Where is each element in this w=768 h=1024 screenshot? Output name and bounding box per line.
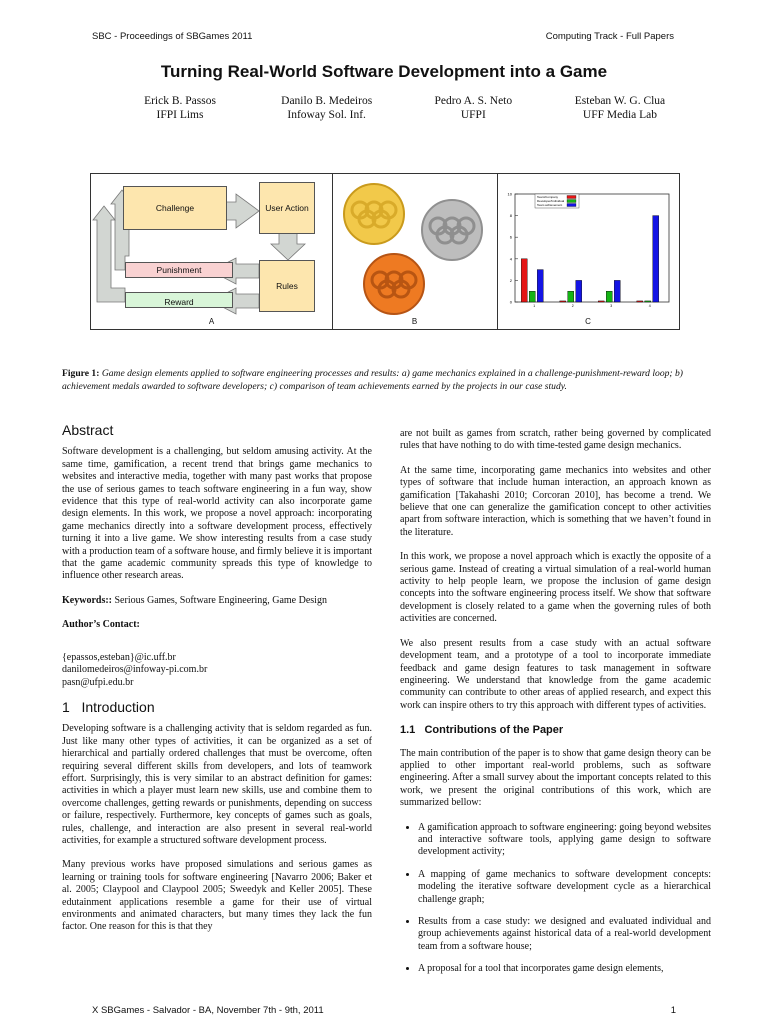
list-item: • A proposal for a tool that incorporates game design elements, xyxy=(418,963,711,975)
figure-panel-a xyxy=(91,174,333,329)
contact-line: danilomedeiros@infoway-pi.com.br xyxy=(62,664,208,676)
author-name: Pedro A. S. Neto xyxy=(434,95,513,107)
intro-paragraph-1: Developing software is a challenging activity that is seldom regarded as fun. Just like many other types of activities, it can be organized as a set of hierarchical and partially ordered challenges that must be overcome, often requiring several different skills from developers, and lots of teamwork effort. Surprisingly, this is very similar to an abstract definition for games: activities in which a player must learn new skills, use and combine them to overcome challenges, getting rewards or punishments, depending on success or failure, respectively. Furthermore, key concepts of games such as goals, rules, challenge, and interaction are also present in several real-world activities, for example a structured software development process. xyxy=(62,723,372,846)
keywords-text: Serious Games, Software Engineering, Game Design xyxy=(114,594,327,606)
right-paragraph-3: In this work, we propose a novel approach which is exactly the opposite of a serious game. Instead of creating a virtual simulation of a real-world human activity to help people learn, we propose the inclusion of game design concepts into the software engineering process itself. We show that software development is closely related to a game when the governing rules of both activities are concerned. xyxy=(400,551,711,625)
x-tick-label: 1 xyxy=(533,304,536,308)
right-paragraph-1: are not built as games from scratch, rather being governed by complicated rules that have nothing to do with time-tested game design mechanics. xyxy=(400,428,711,452)
bar xyxy=(645,301,651,302)
legend-label: Team achievement xyxy=(537,203,563,207)
paper-title: Turning Real-World Software Development into a Game xyxy=(160,62,608,81)
x-tick-label: 2 xyxy=(571,304,574,308)
silver-medal xyxy=(422,200,482,260)
caption-text: Game design elements applied to software engineering processes and results: a) game mechanics explained in a challenge-punishment-reward loop; b) achievement medals awarded to software developers; c) comparison of team achievements earned by the projects in our case study. xyxy=(62,368,684,392)
bar xyxy=(537,270,543,302)
contact-line: pasn@ufpi.edu.br xyxy=(62,676,134,688)
bar xyxy=(614,280,620,302)
running-header-left: SBC - Proceedings of SBGames 2011 xyxy=(92,31,253,42)
y-tick-label: 2 xyxy=(509,277,512,283)
author-affiliation: Infoway Sol. Inf. xyxy=(287,109,366,121)
author-4 xyxy=(550,94,690,122)
panel-b-label: B xyxy=(411,317,418,326)
author-3 xyxy=(403,94,543,122)
contributions-paragraph: The main contribution of the paper is to show that game design theory can be applied to other important real-world problems, such as software engineering. After a small survey about the important concepts related to this work, we present the original contributions of this work, which are summarized bellow: xyxy=(400,747,711,809)
right-column xyxy=(400,428,711,986)
y-tick-label: 8 xyxy=(509,213,512,219)
bar xyxy=(529,291,535,302)
contributions-heading: 1.1 Contributions of the Paper xyxy=(400,724,564,737)
bronze-medal xyxy=(364,254,424,314)
author-1 xyxy=(110,94,250,122)
x-tick-label: 4 xyxy=(648,304,651,308)
legend-label: Team/Company xyxy=(537,195,559,199)
list-item: • A mapping of game mechanics to software development concepts: modeling the iterative software development cycle as a hierarchical challenge graph; xyxy=(418,869,711,906)
legend-swatch xyxy=(567,204,576,207)
figure-panel-c xyxy=(497,174,679,329)
right-paragraph-2: At the same time, incorporating game mechanics into websites and other types of software that include human interaction, an approach known as gamification [Takahashi 2010; Corcoran 2010], has become a trend. We believe that one can generalize the gamification concept to other activities apart from software interaction, which is something that we haven’t found in the literature. xyxy=(400,464,711,538)
contact-block xyxy=(62,652,372,689)
author-2 xyxy=(257,94,397,122)
medals-illustration xyxy=(332,174,497,329)
figure-1 xyxy=(90,173,680,330)
abstract-text: Software development is a challenging, but seldom amusing activity. At the same time, gamification, a recent trend that brings game mechanics to websites and interactive media, together with many past works that propose the use of serious games to teach software engineering in a fun way, show evidence that this type of real-world activity can also incorporate game design elements. In this work, we propose a novel approach: incorporating game mechanics directly into a software development process, effectively turning it into a live game. We show interesting results from a case study with a production team of a software house, and firmly believe it is important that the game academic community spreads this type of knowledge to influence other research areas. xyxy=(62,446,372,582)
bar xyxy=(521,259,527,302)
author-list xyxy=(110,94,690,122)
bar xyxy=(653,216,659,302)
author-name: Danilo B. Medeiros xyxy=(281,95,373,107)
keywords-label: Keywords:: xyxy=(62,594,112,606)
contributions-list xyxy=(400,822,711,976)
author-affiliation: UFF Media Lab xyxy=(582,109,658,121)
footer-left: X SBGames - Salvador - BA, November 7th - 9th, 2011 xyxy=(92,1005,324,1016)
author-name: Esteban W. G. Clua xyxy=(574,95,666,107)
bar xyxy=(598,301,604,302)
right-paragraph-4: We also present results from a case study with an actual software development team, and a prototype of a tool to incorporate immediate feedback and game design features to task management in software engineering. We understand that knowledge from the game academic community can contribute to other areas of applied research, and expect this work can inspire others to try this approach with different types of activities. xyxy=(400,637,711,711)
y-tick-label: 0 xyxy=(509,299,512,305)
abstract-heading: Abstract xyxy=(62,422,114,438)
panel-a-label: A xyxy=(208,317,215,326)
intro-paragraph-2: Many previous works have proposed simulations and serious games as learning or training tools for software engineering [Navarro 2006; Baker et al. 2005; Claypool and Claypool 2005; Sweedyk and Keller 2005]. These edutainment applications resemble a game for their use of virtual environments and animated characters, but many times they lack the fun factor. One reason for this is that they xyxy=(62,859,372,933)
author-affiliation: IFPI Lims xyxy=(156,109,204,121)
legend-swatch xyxy=(567,196,576,199)
keywords xyxy=(62,595,372,607)
legend-swatch xyxy=(567,200,576,203)
challenge-box: Challenge xyxy=(123,186,227,230)
bar xyxy=(606,291,612,302)
author-affiliation: UFPI xyxy=(460,109,486,121)
y-tick-label: 6 xyxy=(509,234,512,240)
bar xyxy=(576,280,582,302)
arrow-action-to-rules xyxy=(271,232,305,260)
user-action-box: User Action xyxy=(259,182,315,234)
panel-c-label: C xyxy=(585,317,591,326)
y-tick-label: 4 xyxy=(509,256,512,262)
contact-line: {epassos,esteban}@ic.uff.br xyxy=(62,651,176,663)
y-tick-label: 10 xyxy=(507,191,512,197)
bar xyxy=(637,301,643,302)
list-item: • A gamification approach to software engineering: going beyond websites and interactive software tools, applying game design to software development activity; xyxy=(418,822,711,859)
gold-medal xyxy=(344,184,404,244)
contact-label xyxy=(62,619,372,631)
left-column xyxy=(62,424,372,946)
caption-label: Figure 1: xyxy=(62,368,100,379)
x-tick-label: 3 xyxy=(610,304,613,308)
introduction-heading: 1 Introduction xyxy=(62,698,155,715)
achievement-bar-chart xyxy=(497,174,679,314)
running-header-right: Computing Track - Full Papers xyxy=(545,31,674,42)
legend-label: Developer/Individual xyxy=(537,199,565,203)
bar xyxy=(568,291,574,302)
list-item: • Results from a case study: we designed and evaluated individual and group achievements against historical data of a real-world development team from a software house; xyxy=(418,916,711,953)
author-name: Erick B. Passos xyxy=(144,95,216,107)
bar xyxy=(560,301,566,302)
figure-caption xyxy=(62,368,711,393)
punishment-box: Punishment xyxy=(125,262,233,278)
contact-label-text: Author’s Contact: xyxy=(62,619,140,631)
page-number: 1 xyxy=(670,1005,676,1016)
rules-box: Rules xyxy=(259,260,315,312)
reward-box: Reward xyxy=(125,292,233,308)
figure-panel-b xyxy=(332,174,498,329)
